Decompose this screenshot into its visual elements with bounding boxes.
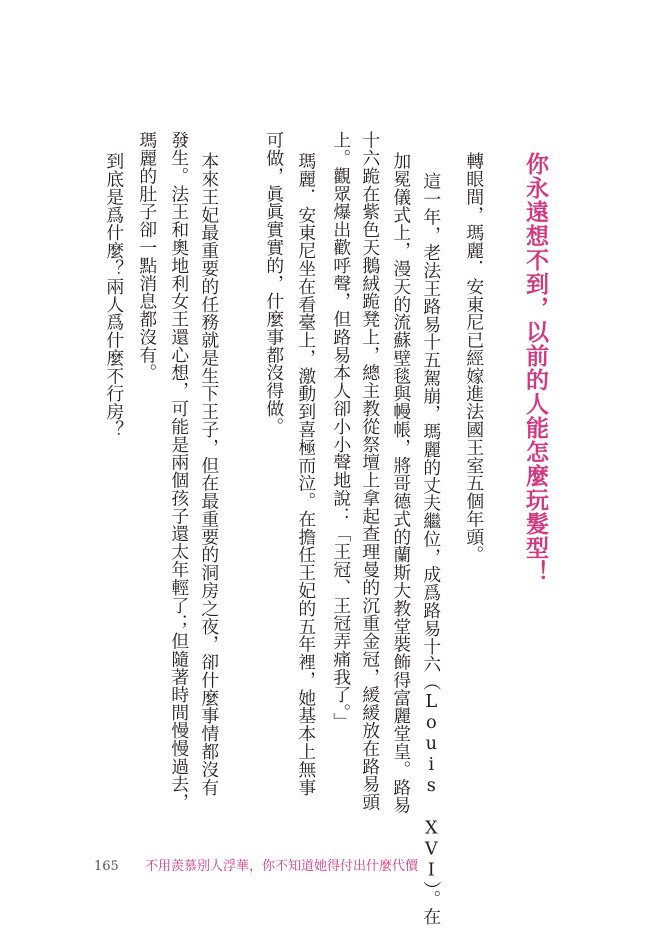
paragraph-column-9: 發生。法王和奧地利女王還心想，可能是兩個孩子還太年輕了；但隨著時間慢慢過去， bbox=[168, 131, 190, 811]
paragraph-column-4: 十六跪在紫色天鵝絨跪凳上，總主教從祭壇上拿起查理曼的沉重金冠，緩緩放在路易頭 bbox=[359, 131, 381, 811]
paragraph-column-1: 轉眼間，瑪麗．安東尼已經嫁進法國王室五個年頭。 bbox=[463, 152, 485, 564]
paragraph-column-2: 這一年，老法王路易十五駕崩，瑪麗的丈夫繼位，成爲路易十六（Louis XVI）。在 bbox=[420, 172, 442, 926]
paragraph-column-5: 上。觀眾爆出歡呼聲，但路易本人卻小小聲地說：「王冠、王冠弄痛我了。」 bbox=[330, 131, 352, 731]
paragraph-column-8: 本來王妃最重要的任務就是生下王子，但在最重要的洞房之夜，卻什麼事情都沒有 bbox=[198, 152, 220, 797]
page-number: 165 bbox=[94, 859, 119, 874]
paragraph-column-3: 加冕儀式上，漫天的流蘇壁毯與幔帳，將哥德式的蘭斯大教堂裝飾得富麗堂皇。路易 bbox=[390, 152, 412, 814]
paragraph-column-6: 瑪麗．安東尼坐在看臺上，激動到喜極而泣。在擔任王妃的五年裡，她基本上無事 bbox=[295, 152, 317, 797]
paragraph-column-7: 可做，眞眞實實的，什麼事都沒得做。 bbox=[263, 131, 285, 436]
running-title: 不用羨慕別人浮華，你不知道她得付出什麼代價 bbox=[144, 859, 418, 874]
paragraph-column-11: 到底是爲什麼？兩人爲什麼不行房？ bbox=[103, 152, 125, 439]
page-footer bbox=[94, 855, 418, 874]
page-title: 你永遠想不到，以前的人能怎麼玩髮型！ bbox=[522, 152, 548, 584]
paragraph-column-10: 瑪麗的肚子卻一點消息都沒有。 bbox=[136, 131, 158, 382]
